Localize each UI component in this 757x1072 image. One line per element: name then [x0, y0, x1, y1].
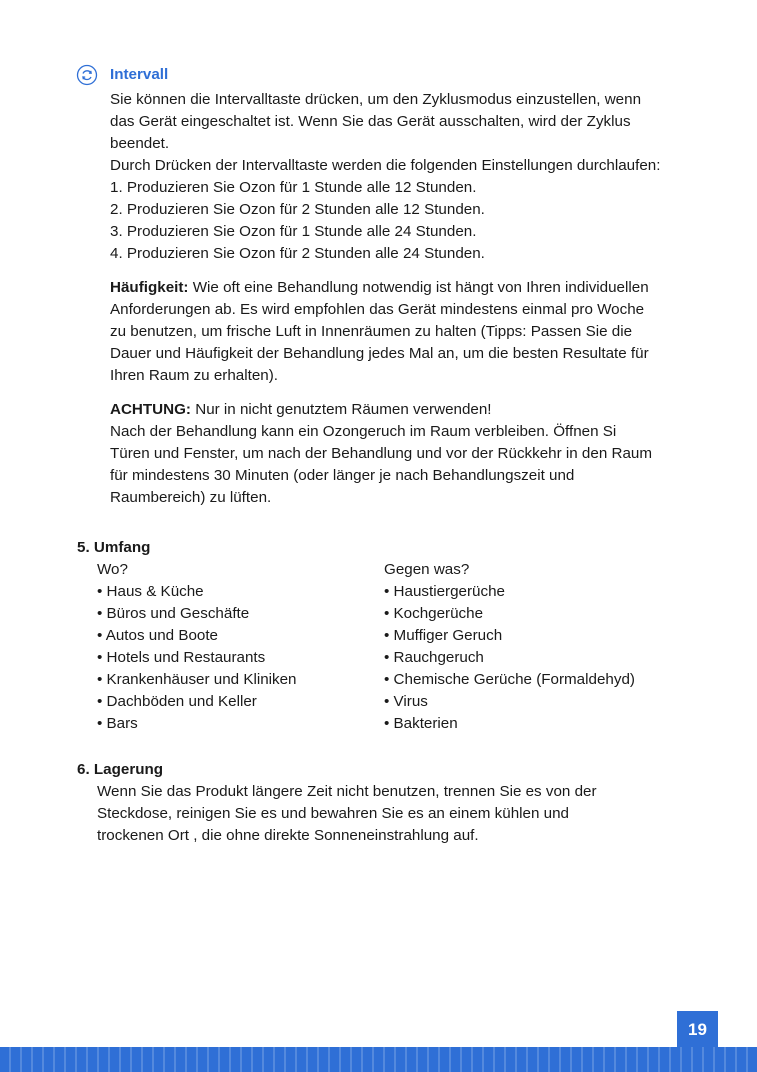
column-header: Wo? [97, 561, 128, 578]
text-line: Dauer und Häufigkeit der Behandlung jedes Mal an, um die besten Resultate für [110, 345, 649, 362]
achtung-label: ACHTUNG: [110, 401, 191, 418]
cycle-icon [76, 64, 98, 86]
list-item: • Bars [97, 715, 138, 732]
list-item: • Virus [384, 693, 428, 710]
text-line: beendet. [110, 135, 170, 152]
list-item: • Krankenhäuser und Kliniken [97, 671, 297, 688]
list-item: 2. Produzieren Sie Ozon für 2 Stunden alle 12 Stunden. [110, 201, 485, 218]
text-line: Türen und Fenster, um nach der Behandlung und vor der Rückkehr in den Raum [110, 445, 653, 462]
list-item: • Büros und Geschäfte [97, 605, 250, 622]
page-number: 19 [677, 1011, 718, 1047]
achtung-text: Nur in nicht genutztem Räumen verwenden! [191, 401, 492, 418]
text-line: Durch Drücken der Intervalltaste werden die folgenden Einstellungen durchlaufen: [110, 157, 661, 174]
text-line: Wenn Sie das Produkt längere Zeit nicht benutzen, trennen Sie es von der [97, 783, 597, 800]
text-line: Steckdose, reinigen Sie es und bewahren Sie es an einem kühlen und [97, 805, 569, 822]
list-item: • Rauchgeruch [384, 649, 484, 666]
text-line [110, 399, 492, 421]
text-line: trockenen Ort , die ohne direkte Sonneneinstrahlung auf. [97, 827, 479, 844]
list-item: • Muffiger Geruch [384, 627, 503, 644]
list-item: 1. Produzieren Sie Ozon für 1 Stunde alle 12 Stunden. [110, 179, 477, 196]
list-item: • Kochgerüche [384, 605, 484, 622]
list-item: 4. Produzieren Sie Ozon für 2 Stunden alle 24 Stunden. [110, 245, 485, 262]
text-line: Raumbereich) zu lüften. [110, 489, 272, 506]
text-line: Sie können die Intervalltaste drücken, um den Zyklusmodus einzustellen, wenn [110, 91, 642, 108]
footer-pattern [0, 1047, 757, 1072]
text-line: zu benutzen, um frische Luft in Innenräumen zu halten (Tipps: Passen Sie die [110, 323, 633, 340]
list-item: • Autos und Boote [97, 627, 219, 644]
text-line: Nach der Behandlung kann ein Ozongeruch im Raum verbleiben. Öffnen Si [110, 423, 617, 440]
section-heading-lagerung: 6. Lagerung [77, 761, 164, 778]
text-line [110, 277, 649, 299]
text-line: Anforderungen ab. Es wird empfohlen das Gerät mindestens einmal pro Woche [110, 301, 645, 318]
haeufigkeit-label: Häufigkeit: [110, 279, 189, 296]
text-line: Ihren Raum zu erhalten). [110, 367, 278, 384]
list-item: • Bakterien [384, 715, 458, 732]
text-line: das Gerät eingeschaltet ist. Wenn Sie das Gerät ausschalten, wird der Zyklus [110, 113, 631, 130]
section-heading-umfang: 5. Umfang [77, 539, 151, 556]
list-item: • Chemische Gerüche (Formaldehyd) [384, 671, 635, 688]
text-line: für mindestens 30 Minuten (oder länger je nach Behandlungszeit und [110, 467, 575, 484]
list-item: • Hotels und Restaurants [97, 649, 266, 666]
section-title-intervall: Intervall [110, 66, 169, 83]
list-item: • Dachböden und Keller [97, 693, 257, 710]
column-header: Gegen was? [384, 561, 470, 578]
list-item: • Haustiergerüche [384, 583, 505, 600]
list-item: 3. Produzieren Sie Ozon für 1 Stunde alle 24 Stunden. [110, 223, 477, 240]
haeufigkeit-text: Wie oft eine Behandlung notwendig ist hängt von Ihren individuellen [188, 279, 649, 296]
list-item: • Haus & Küche [97, 583, 204, 600]
